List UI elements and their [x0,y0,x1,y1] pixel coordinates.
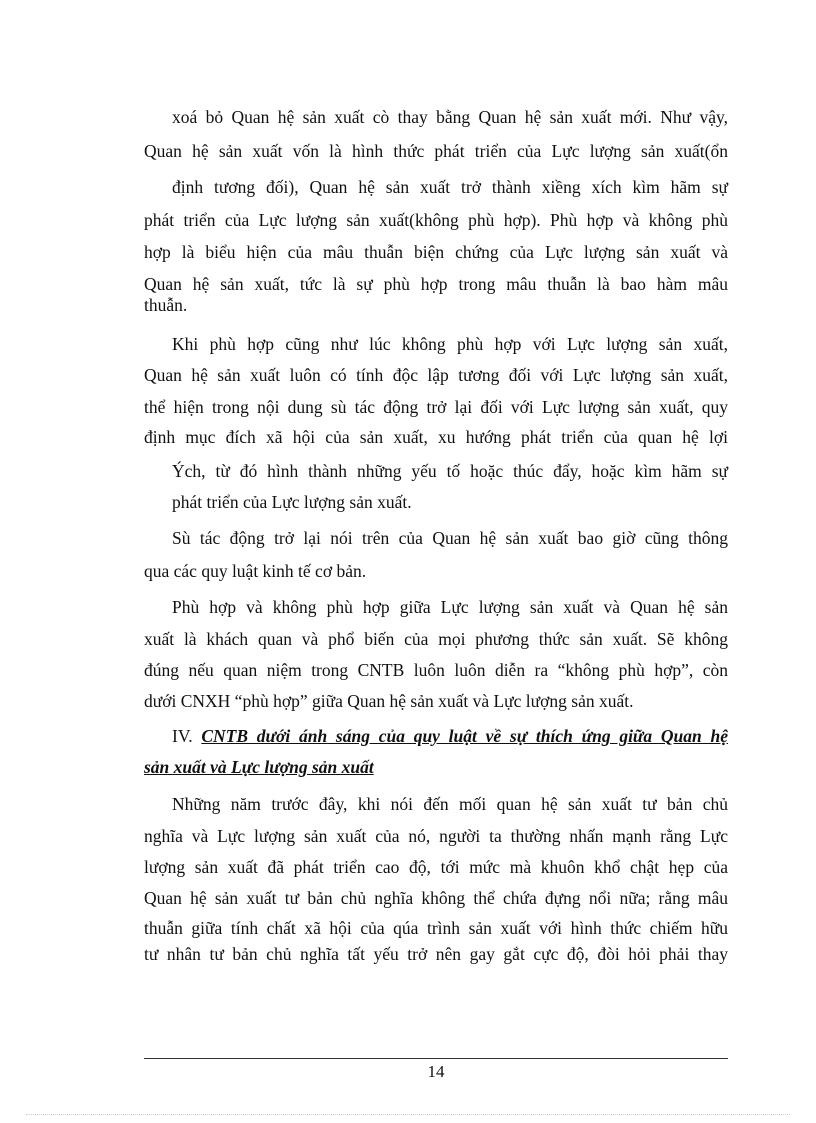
paragraph-line: dưới CNXH “phù hợp” giữa Quan hệ sản xuất và Lực lượng sản xuất. [144,691,634,711]
paragraph-line: Quan hệ sản xuất tư bản chủ nghĩa không thể chứa đựng nổi nữa; rằng mâu [144,888,728,908]
paragraph-line: Phù hợp và không phù hợp giữa Lực lượng sản xuất và Quan hệ sản [172,597,728,617]
section-number: IV. [172,726,193,746]
paragraph-line: phát triển của Lực lượng sản xuất. [172,492,412,512]
paragraph-line: Những năm trước đây, khi nói đến mối quan hệ sản xuất tư bản chủ [172,794,728,814]
paragraph-line: hợp là biểu hiện của mâu thuẫn biện chứng của Lực lượng sản xuất và [144,242,728,262]
paragraph-line: Ých, từ đó hình thành những yếu tố hoặc thúc đẩy, hoặc kìm hãm sự [172,461,728,481]
paragraph-line: Khi phù hợp cũng như lúc không phù hợp với Lực lượng sản xuất, [172,334,728,354]
paragraph-line: Sù tác động trở lại nói trên của Quan hệ sản xuất bao giờ cũng thông [172,528,728,548]
page-number: 14 [427,1062,445,1081]
paragraph-line: thể hiện trong nội dung sù tác động trở lại đối với Lực lượng sản xuất, quy [144,397,728,417]
paragraph-line: định mục đích xã hội của sản xuất, xu hướng phát triển của quan hệ lợi [144,427,728,447]
page-edge-divider [26,1114,790,1115]
footer-rule [144,1058,728,1059]
paragraph-line: xuất là khách quan và phổ biến của mọi phương thức sản xuất. Sẽ không [144,629,728,649]
section-heading-cont [144,756,728,778]
section-title-line1: CNTB dưới ánh sáng của quy luật về sự thích ứng giữa Quan hệ [201,726,728,746]
paragraph-line: Quan hệ sản xuất luôn có tính độc lập tương đối với Lực lượng sản xuất, [144,365,728,385]
section-heading [172,725,728,747]
section-title-line2: sản xuất và Lực lượng sản xuất [144,757,374,777]
paragraph-line: lượng sản xuất đã phát triển cao độ, tới mức mà khuôn khổ chật hẹp của [144,857,728,877]
paragraph-line: Quan hệ sản xuất, tức là sự phù hợp trong mâu thuẫn là bao hàm mâu [144,274,728,294]
paragraph-line: tư nhân tư bản chủ nghĩa tất yếu trở nên gay gắt cực độ, đòi hỏi phải thay [144,944,728,964]
paragraph-line: qua các quy luật kinh tế cơ bản. [144,561,367,581]
paragraph-line: nghĩa và Lực lượng sản xuất của nó, người ta thường nhấn mạnh rằng Lực [144,826,728,846]
paragraph-line: phát triển của Lực lượng sản xuất(không phù hợp). Phù hợp và không phù [144,210,728,230]
paragraph-line: xoá bỏ Quan hệ sản xuất cò thay bằng Quan hệ sản xuất mới. Như vậy, [172,107,728,127]
paragraph-line: đúng nếu quan niệm trong CNTB luôn luôn diễn ra “không phù hợp”, còn [144,660,728,680]
paragraph-line: thuẫn giữa tính chất xã hội của qúa trình sản xuất với hình thức chiếm hữu [144,918,728,938]
paragraph-line: Quan hệ sản xuất vốn là hình thức phát triển của Lực lượng sản xuất(ổn [144,141,728,161]
paragraph-line: định tương đối), Quan hệ sản xuất trở thành xiềng xích kìm hãm sự [172,177,728,197]
paragraph-line: thuẫn. [144,295,188,315]
